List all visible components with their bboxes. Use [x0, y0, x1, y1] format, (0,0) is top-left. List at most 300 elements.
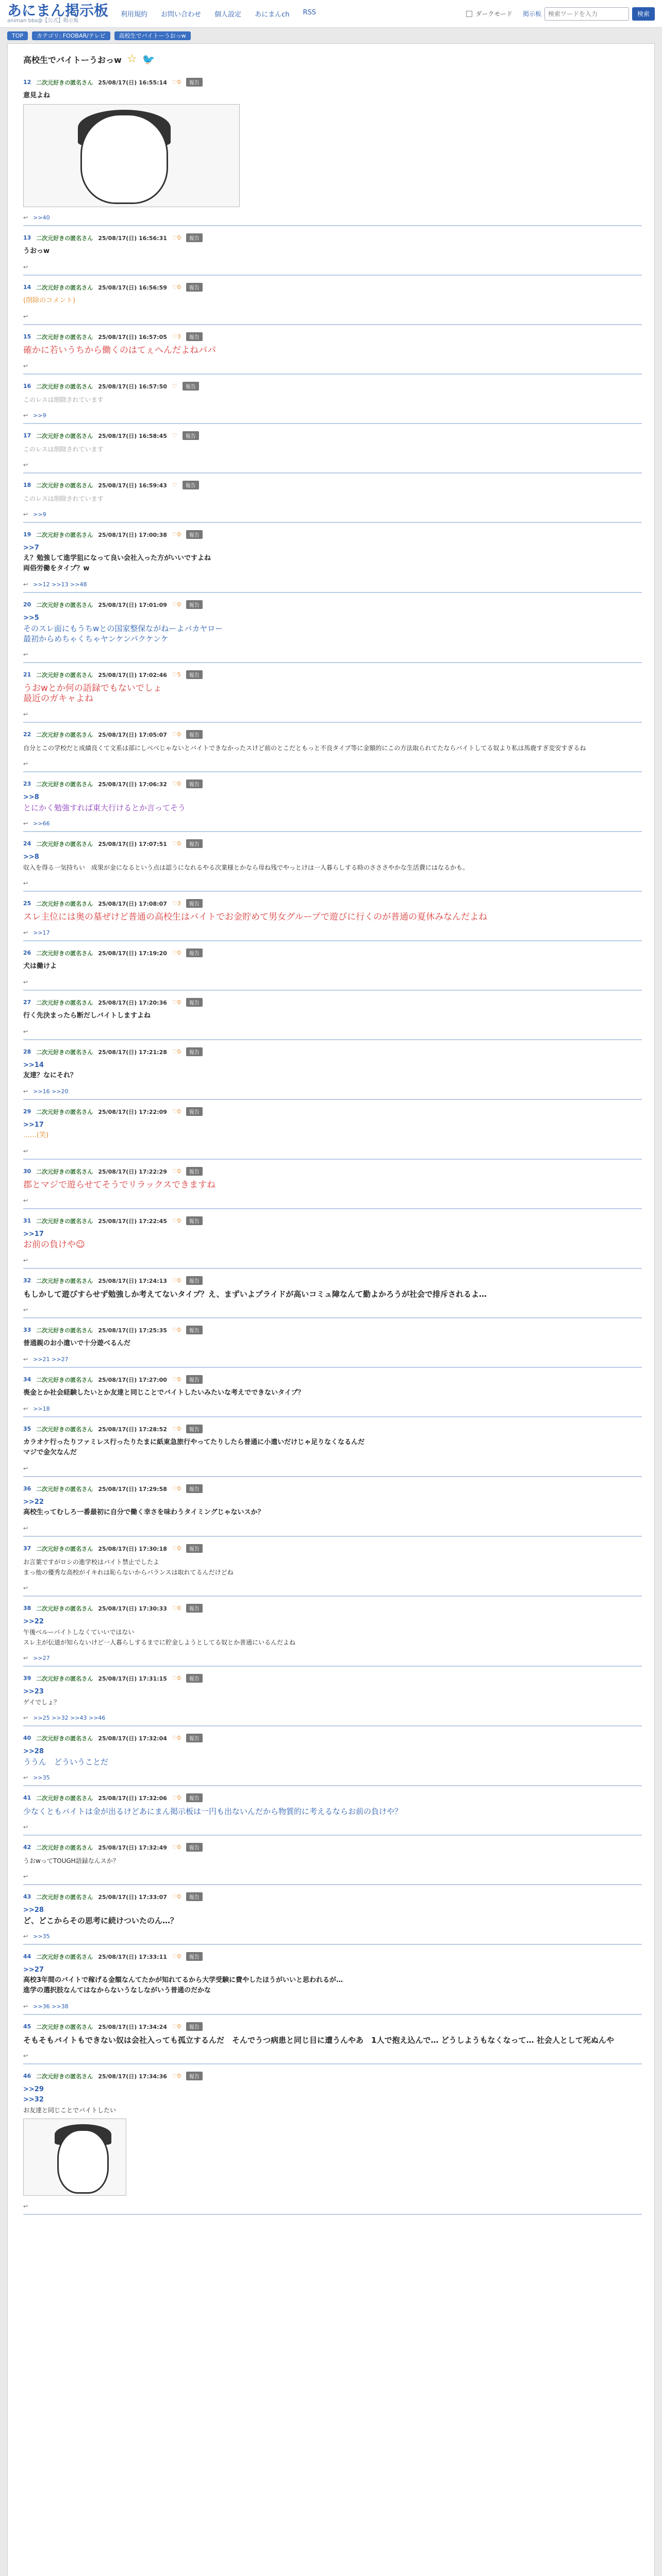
reply-icon[interactable]: ↩	[23, 214, 28, 221]
post-header	[23, 1107, 642, 1116]
reply-links[interactable]: >>35	[33, 1933, 50, 1940]
post-footer	[23, 412, 642, 419]
report-button[interactable]: 報告	[186, 1216, 203, 1225]
post-number[interactable]: 24	[23, 840, 31, 847]
report-button[interactable]: 報告	[186, 1326, 203, 1334]
post-footer	[23, 511, 642, 518]
post-number[interactable]: 34	[23, 1376, 31, 1383]
reply-icon[interactable]: ↩	[23, 1585, 28, 1591]
nav-settings[interactable]: 個人設定	[214, 11, 242, 19]
post-text: お友達と同じことでバイトしたい	[23, 2107, 117, 2114]
report-button[interactable]: 報告	[183, 382, 199, 391]
reply-anchor-link[interactable]: >>14	[23, 1061, 44, 1069]
report-button[interactable]: 報告	[186, 600, 203, 609]
favorite-star-icon[interactable]: ☆	[126, 53, 137, 65]
post-header	[23, 1326, 642, 1334]
reply-anchor-link[interactable]: >>8	[23, 853, 39, 861]
reply-links[interactable]: >>36 >>38	[33, 2003, 69, 2010]
post-author: 二次元好きの匿名さん	[36, 731, 93, 738]
reply-icon[interactable]: ↩	[23, 1197, 28, 1204]
reply-anchor-link[interactable]: >>28	[23, 1748, 44, 1755]
post-author: 二次元好きの匿名さん	[36, 999, 93, 1006]
report-button[interactable]: 報告	[186, 1734, 203, 1742]
post-body	[23, 91, 642, 207]
like-count[interactable]	[172, 731, 181, 738]
reply-links[interactable]: >>21 >>27	[33, 1356, 69, 1363]
reply-links[interactable]: >>9	[33, 511, 46, 518]
post-date: 25/08/17(日) 17:29:58	[98, 1485, 167, 1493]
report-button[interactable]: 報告	[186, 530, 203, 539]
reply-anchor-link[interactable]: >>32	[23, 2096, 44, 2104]
like-count[interactable]	[172, 2073, 181, 2079]
heart-icon: ♡	[172, 601, 177, 608]
report-button[interactable]: 報告	[186, 670, 203, 679]
reply-icon[interactable]: ↩	[23, 511, 28, 518]
report-button[interactable]: 報告	[186, 1276, 203, 1285]
like-count[interactable]	[172, 1953, 181, 1960]
reply-anchor-link[interactable]: >>5	[23, 614, 39, 622]
post-number[interactable]: 19	[23, 531, 31, 538]
post-number[interactable]: 36	[23, 1485, 31, 1492]
like-value: 0	[177, 1376, 181, 1383]
like-count[interactable]	[172, 1735, 181, 1741]
reply-links[interactable]: >>25 >>32 >>43 >>46	[33, 1715, 106, 1721]
reply-icon[interactable]: ↩	[23, 1774, 28, 1781]
page-title: 高校生でバイトーうおっw	[23, 55, 122, 65]
like-count[interactable]	[172, 234, 181, 241]
post-number[interactable]: 33	[23, 1327, 31, 1333]
report-button[interactable]: 報告	[186, 78, 203, 87]
post-body	[23, 1617, 642, 1648]
like-count[interactable]	[172, 1327, 181, 1333]
reply-icon[interactable]: ↩	[23, 581, 28, 588]
post-number[interactable]: 12	[23, 79, 31, 86]
report-button[interactable]: 報告	[186, 1375, 203, 1384]
twitter-share-icon[interactable]: 🐦	[142, 53, 155, 65]
post	[23, 666, 642, 723]
reply-anchor-link[interactable]: >>7	[23, 544, 39, 552]
like-value: 0	[177, 234, 181, 241]
report-button[interactable]: 報告	[186, 2022, 203, 2031]
reply-icon[interactable]: ↩	[23, 979, 28, 986]
post-date: 25/08/17(日) 17:05:07	[98, 731, 167, 738]
reply-anchor-link[interactable]: >>8	[23, 793, 39, 801]
like-value: 0	[177, 79, 181, 86]
post	[23, 1670, 642, 1726]
reply-icon[interactable]: ↩	[23, 363, 28, 369]
post-footer	[23, 214, 642, 221]
post-number[interactable]: 22	[23, 731, 31, 738]
post-author: 二次元好きの匿名さん	[36, 781, 93, 788]
like-count[interactable]	[172, 383, 177, 389]
reply-icon[interactable]: ↩	[23, 1356, 28, 1363]
post-number[interactable]: 45	[23, 2023, 31, 2030]
reply-icon[interactable]: ↩	[23, 2003, 28, 2010]
like-value: 0	[177, 1277, 181, 1284]
report-button[interactable]: 報告	[183, 481, 199, 489]
post-number[interactable]: 23	[23, 781, 31, 787]
post-footer	[23, 760, 642, 767]
reply-anchor-link[interactable]: >>27	[23, 1966, 44, 1974]
post-number[interactable]: 39	[23, 1675, 31, 1682]
reply-icon[interactable]: ↩	[23, 1933, 28, 1940]
post-body	[23, 2084, 642, 2196]
post-header	[23, 382, 642, 391]
post-date: 25/08/17(日) 17:19:20	[98, 950, 167, 957]
report-button[interactable]: 報告	[186, 1425, 203, 1433]
post-footer	[23, 1655, 642, 1662]
post-header	[23, 779, 642, 788]
post-number[interactable]: 42	[23, 1844, 31, 1851]
reply-icon[interactable]: ↩	[23, 1257, 28, 1264]
post	[23, 775, 642, 832]
post	[23, 726, 642, 772]
like-count[interactable]	[172, 781, 181, 787]
like-value: 0	[177, 1108, 181, 1115]
breadcrumb-top[interactable]: TOP	[7, 31, 28, 40]
post-number[interactable]: 29	[23, 1108, 31, 1115]
like-value: 3	[177, 900, 181, 907]
heart-icon: ♡	[172, 1844, 177, 1851]
post-number[interactable]: 17	[23, 432, 31, 439]
reply-links[interactable]: >>16 >>20	[33, 1088, 69, 1095]
reply-icon[interactable]: ↩	[23, 313, 28, 320]
post-date: 25/08/17(日) 17:25:35	[98, 1327, 167, 1334]
like-count[interactable]	[172, 671, 181, 678]
post-number[interactable]: 16	[23, 383, 31, 389]
post-number[interactable]: 27	[23, 999, 31, 1006]
post-header	[23, 899, 642, 908]
breadcrumb	[0, 28, 662, 43]
like-value: 3	[177, 333, 181, 340]
dark-mode-toggle[interactable]	[466, 9, 512, 18]
like-count[interactable]	[172, 1545, 181, 1552]
post-author: 二次元好きの匿名さん	[36, 1168, 93, 1175]
heart-icon: ♡	[172, 1168, 177, 1175]
post-date: 25/08/17(日) 17:22:09	[98, 1108, 167, 1115]
reply-icon[interactable]: ↩	[23, 2203, 28, 2210]
post	[23, 1540, 642, 1597]
heart-icon: ♡	[172, 333, 177, 340]
like-count[interactable]	[172, 999, 181, 1006]
report-button[interactable]: 報告	[186, 332, 203, 341]
report-button[interactable]: 報告	[186, 899, 203, 908]
post	[23, 1321, 642, 1368]
post-number[interactable]: 20	[23, 601, 31, 608]
post-number[interactable]: 13	[23, 234, 31, 241]
reply-links[interactable]: >>40	[33, 214, 50, 221]
nav-animanch[interactable]: あにまんch	[255, 11, 290, 19]
post-author: 二次元好きの匿名さん	[36, 1048, 93, 1056]
like-value: 0	[177, 601, 181, 608]
like-count[interactable]	[172, 1168, 181, 1175]
site-logo[interactable]	[7, 4, 108, 24]
post-body	[23, 1120, 642, 1141]
post-footer	[23, 711, 642, 718]
reply-anchor-link[interactable]: >>23	[23, 1688, 44, 1696]
like-count[interactable]	[172, 284, 181, 291]
report-button[interactable]: 報告	[186, 1167, 203, 1176]
nav-rss[interactable]: RSS	[303, 9, 316, 16]
post-number[interactable]: 44	[23, 1953, 31, 1960]
report-button[interactable]: 報告	[186, 998, 203, 1007]
report-button[interactable]: 報告	[186, 948, 203, 957]
like-count[interactable]	[172, 1048, 181, 1055]
post-text: このレスは削除されています	[23, 396, 104, 403]
post-text: もしかして遊びすらせず勉強しか考えてないタイプ？え、まずいよプライドが高いコミュ障なんて勤よかろうが社会で排斥されるよ…	[23, 1290, 487, 1299]
post-author: 二次元好きの匿名さん	[36, 900, 93, 907]
post-author: 二次元好きの匿名さん	[36, 671, 93, 679]
reply-links[interactable]: >>35	[33, 1774, 50, 1781]
reply-links[interactable]: >>66	[33, 820, 50, 827]
report-button[interactable]: 報告	[186, 1843, 203, 1852]
post-date: 25/08/17(日) 17:21:28	[98, 1048, 167, 1056]
post-author: 二次元好きの匿名さん	[36, 1953, 93, 1960]
reply-icon[interactable]: ↩	[23, 1655, 28, 1662]
dark-mode-checkbox[interactable]	[466, 11, 472, 17]
post-body	[23, 444, 642, 454]
heart-icon: ♡	[172, 2073, 177, 2079]
like-count[interactable]	[172, 79, 181, 86]
post	[23, 279, 642, 325]
reply-icon[interactable]: ↩	[23, 760, 28, 767]
post-number[interactable]: 15	[23, 333, 31, 340]
post-footer	[23, 264, 642, 270]
reply-icon[interactable]: ↩	[23, 1028, 28, 1035]
post-body	[23, 792, 642, 813]
heart-icon: ♡	[172, 2023, 177, 2030]
post	[23, 1103, 642, 1160]
report-button[interactable]: 報告	[186, 1793, 203, 1802]
post-author: 二次元好きの匿名さん	[36, 432, 93, 439]
report-button[interactable]: 報告	[186, 1674, 203, 1683]
post-text: うおwってTOUGH語録なんスか？	[23, 1857, 119, 1865]
heart-icon: ♡	[172, 432, 177, 439]
report-button[interactable]: 報告	[186, 1952, 203, 1961]
reply-icon[interactable]: ↩	[23, 651, 28, 658]
like-count[interactable]	[172, 1376, 181, 1383]
report-button[interactable]: 報告	[186, 1484, 203, 1493]
like-count[interactable]	[172, 601, 181, 608]
reply-icon[interactable]: ↩	[23, 1405, 28, 1412]
post-header	[23, 1793, 642, 1802]
like-count[interactable]	[172, 531, 181, 538]
like-count[interactable]	[172, 840, 181, 847]
post-header	[23, 332, 642, 341]
like-count[interactable]	[172, 1605, 181, 1612]
post-text: カラオケ行ったりファミレス行ったりたまに紙東急旅行やってたりしたら普通に小遣いだけじゃ足りなくなるんだ マジで金欠なんだ	[23, 1438, 365, 1456]
nav-terms[interactable]: 利用規約	[121, 11, 148, 19]
post-number[interactable]: 32	[23, 1277, 31, 1284]
post-body	[23, 395, 642, 405]
like-count[interactable]	[172, 1675, 181, 1682]
report-button[interactable]: 報告	[186, 839, 203, 848]
post-header	[23, 1375, 642, 1384]
reply-icon[interactable]: ↩	[23, 1873, 28, 1880]
post-header	[23, 2022, 642, 2031]
report-button[interactable]: 報告	[186, 1544, 203, 1553]
post-footer	[23, 2053, 642, 2059]
like-count[interactable]	[172, 900, 181, 907]
search-scope[interactable]: 掲示板	[522, 10, 541, 18]
reply-anchor-link[interactable]: >>17	[23, 1230, 44, 1238]
report-button[interactable]: 報告	[186, 283, 203, 292]
report-button[interactable]: 報告	[186, 233, 203, 242]
report-button[interactable]: 報告	[186, 2072, 203, 2080]
report-button[interactable]: 報告	[186, 1047, 203, 1056]
report-button[interactable]: 報告	[186, 779, 203, 788]
heart-icon: ♡	[172, 1545, 177, 1552]
like-count[interactable]	[172, 2023, 181, 2030]
post-number[interactable]: 41	[23, 1794, 31, 1801]
search-input[interactable]	[544, 7, 629, 21]
reply-icon[interactable]: ↩	[23, 929, 28, 936]
reply-icon[interactable]: ↩	[23, 2053, 28, 2059]
post-number[interactable]: 18	[23, 482, 31, 488]
reply-icon[interactable]: ↩	[23, 1148, 28, 1155]
reply-icon[interactable]: ↩	[23, 820, 28, 827]
post-number[interactable]: 30	[23, 1168, 31, 1175]
search-button[interactable]: 検索	[632, 7, 655, 21]
reply-anchor-link[interactable]: >>28	[23, 1906, 44, 1914]
reply-icon[interactable]: ↩	[23, 1307, 28, 1313]
post-text: 普通親のお小遣いで十分遊べるんだ	[23, 1340, 131, 1347]
post-number[interactable]: 43	[23, 1893, 31, 1900]
like-count[interactable]	[172, 950, 181, 956]
post-number[interactable]: 14	[23, 284, 31, 291]
post-image[interactable]	[23, 104, 240, 207]
reply-icon[interactable]: ↩	[23, 711, 28, 718]
post-author: 二次元好きの匿名さん	[36, 1485, 93, 1493]
report-button[interactable]: 報告	[186, 1892, 203, 1901]
post-author: 二次元好きの匿名さん	[36, 1735, 93, 1742]
report-button[interactable]: 報告	[183, 431, 199, 440]
reply-icon[interactable]: ↩	[23, 264, 28, 270]
post-header	[23, 670, 642, 679]
post-body	[23, 961, 642, 972]
reply-icon[interactable]: ↩	[23, 1465, 28, 1472]
heart-icon: ♡	[172, 1217, 177, 1224]
post-text: 確かに若いうちから働くのはてぇへんだよねパパ	[23, 345, 216, 355]
thread-title-row	[23, 53, 642, 65]
reply-icon[interactable]: ↩	[23, 880, 28, 887]
report-button[interactable]: 報告	[186, 1604, 203, 1613]
post-number[interactable]: 21	[23, 671, 31, 678]
like-count[interactable]	[172, 432, 177, 439]
post-text: 午後ベルーバイトしなくていいではない スレ主が伝道が知らないけど一人暮らしするまでに貯金しようとしてる奴とか普通にいるんだよね	[23, 1629, 296, 1646]
like-count[interactable]	[172, 1217, 181, 1224]
post-number[interactable]: 25	[23, 900, 31, 907]
post-author: 二次元好きの匿名さん	[36, 1108, 93, 1115]
like-value: 0	[177, 1735, 181, 1741]
breadcrumb-category[interactable]: カテゴリ: FOOBAR/テレビ	[32, 31, 110, 40]
post-number[interactable]: 31	[23, 1217, 31, 1224]
post-date: 25/08/17(日) 17:07:51	[98, 840, 167, 848]
like-count[interactable]	[172, 1844, 181, 1851]
post-footer	[23, 2003, 642, 2010]
image-face-shape	[57, 2129, 109, 2194]
post-date: 25/08/17(日) 16:57:50	[98, 383, 167, 390]
post-image[interactable]	[23, 2119, 126, 2196]
reply-anchor-link[interactable]: >>22	[23, 1618, 44, 1625]
reply-anchor-link[interactable]: >>29	[23, 2086, 44, 2093]
post	[23, 944, 642, 991]
report-button[interactable]: 報告	[186, 1107, 203, 1116]
breadcrumb-thread[interactable]: 高校生でバイトーうおっw	[114, 31, 191, 40]
like-count[interactable]	[172, 1277, 181, 1284]
post	[23, 1600, 642, 1667]
reply-icon[interactable]: ↩	[23, 1088, 28, 1095]
post-number[interactable]: 37	[23, 1545, 31, 1552]
reply-anchor-link[interactable]: >>17	[23, 1121, 44, 1129]
like-value: 0	[177, 531, 181, 538]
reply-links[interactable]: >>12 >>13 >>48	[33, 581, 87, 588]
post-body	[23, 2035, 642, 2045]
like-value: 0	[177, 1217, 181, 1224]
post-date: 25/08/17(日) 17:02:46	[98, 671, 167, 679]
post	[23, 1730, 642, 1786]
heart-icon: ♡	[172, 840, 177, 847]
reply-links[interactable]: >>18	[33, 1405, 50, 1412]
post-number[interactable]: 46	[23, 2073, 31, 2079]
heart-icon: ♡	[172, 1485, 177, 1492]
like-count[interactable]	[172, 1426, 181, 1432]
like-count[interactable]	[172, 1794, 181, 1801]
post-number[interactable]: 35	[23, 1426, 31, 1432]
post-number[interactable]: 38	[23, 1605, 31, 1612]
post-date: 25/08/17(日) 17:31:15	[98, 1675, 167, 1682]
post-body	[23, 246, 642, 257]
heart-icon: ♡	[172, 531, 177, 538]
like-count[interactable]	[172, 1108, 181, 1115]
post-date: 25/08/17(日) 17:06:32	[98, 781, 167, 788]
reply-icon[interactable]: ↩	[23, 412, 28, 419]
post-number[interactable]: 40	[23, 1735, 31, 1741]
post-text: うおっw	[23, 247, 50, 255]
post-author: 二次元好きの匿名さん	[36, 1217, 93, 1225]
post-date: 25/08/17(日) 17:32:04	[98, 1735, 167, 1742]
nav-contact[interactable]: お問い合わせ	[161, 11, 202, 19]
logo-subtext: animan bbs@【公式】掲示板	[7, 18, 79, 24]
reply-links[interactable]: >>27	[33, 1655, 50, 1662]
reply-icon[interactable]: ↩	[23, 1824, 28, 1831]
like-value: 0	[177, 840, 181, 847]
post-text: ううん どういうことだ	[23, 1757, 109, 1767]
reply-icon[interactable]: ↩	[23, 1525, 28, 1532]
like-value: 0	[177, 1168, 181, 1175]
reply-links[interactable]: >>17	[33, 929, 50, 936]
post	[23, 1420, 642, 1477]
post-date: 25/08/17(日) 17:20:36	[98, 999, 167, 1006]
heart-icon: ♡	[172, 284, 177, 291]
reply-icon[interactable]: ↩	[23, 462, 28, 468]
like-count[interactable]	[172, 333, 181, 340]
reply-links[interactable]: >>9	[33, 412, 46, 419]
like-count[interactable]	[172, 482, 177, 488]
report-button[interactable]: 報告	[186, 730, 203, 739]
post	[23, 1888, 642, 1945]
like-count[interactable]	[172, 1893, 181, 1900]
reply-anchor-link[interactable]: >>22	[23, 1498, 44, 1506]
like-value: 0	[177, 1605, 181, 1612]
like-count[interactable]	[172, 1485, 181, 1492]
reply-icon[interactable]: ↩	[23, 1715, 28, 1721]
post-date: 25/08/17(日) 16:56:31	[98, 234, 167, 242]
post-number[interactable]: 28	[23, 1048, 31, 1055]
post-author: 二次元好きの匿名さん	[36, 1327, 93, 1334]
post	[23, 1948, 642, 2015]
post-number[interactable]: 26	[23, 950, 31, 956]
